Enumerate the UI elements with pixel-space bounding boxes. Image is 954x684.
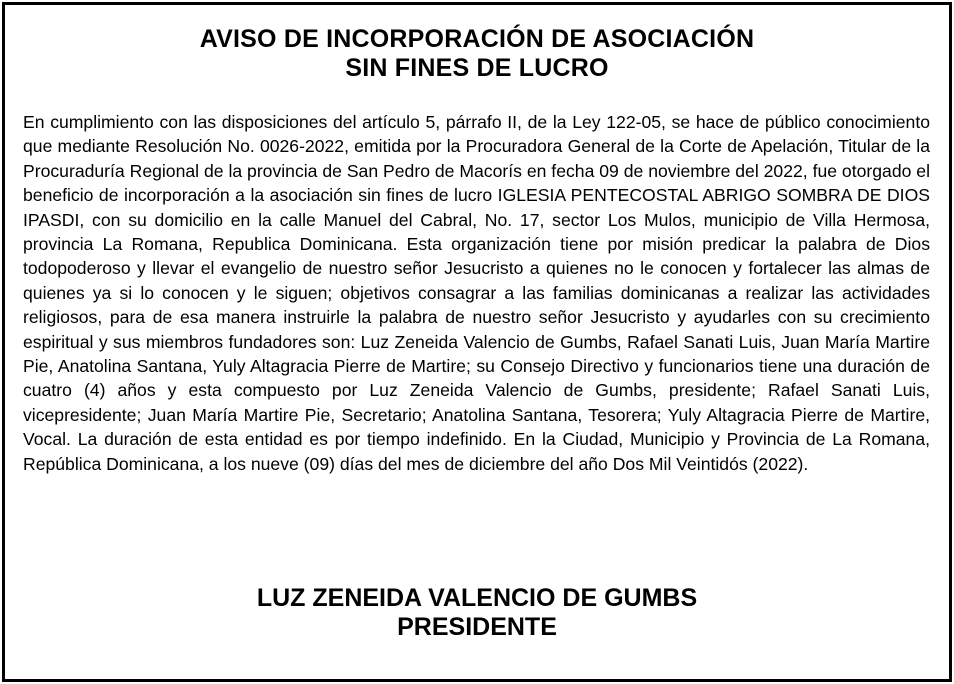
signature-name: LUZ ZENEIDA VALENCIO DE GUMBS xyxy=(256,584,698,612)
signature-role: PRESIDENTE xyxy=(397,613,557,641)
signature-block xyxy=(5,584,949,642)
notice-title-line-1: AVISO DE INCORPORACIÓN DE ASOCIACIÓN xyxy=(199,25,755,53)
notice-frame xyxy=(2,2,952,682)
notice-title xyxy=(5,25,949,83)
notice-body: En cumplimiento con las disposiciones del artículo 5, párrafo II, de la Ley 122-05, se hace de público conocimiento que mediante Resolución No. 0026-2022, emitida por la Procuradora General de la Corte de Apelación, Titular de la Procuraduría Regional de la provincia de San Pedro de Macorís en fecha 09 de noviembre del 2022, fue otorgado el beneficio de incorporación a la asociación sin fines de lucro IGLESIA PENTECOSTAL ABRIGO SOMBRA DE DIOS IPASDI, con su domicilio en la calle Manuel del Cabral, No. 17, sector Los Mulos, municipio de Villa Hermosa, provincia La Romana, Republica Dominicana. Esta organización tiene por misión predicar la palabra de Dios todopoderoso y llevar el evangelio de nuestro señor Jesucristo a quienes no le conocen y fortalecer las almas de quienes ya si lo conocen y le siguen; objetivos consagrar a las familias dominicanas a realizar las actividades religiosos, para de esa manera instruirle la palabra de nuestro señor Jesucristo y ayudarles con su crecimiento espiritual y sus miembros fundadores son: Luz Zeneida Valencio de Gumbs, Rafael Sanati Luis, Juan María Martire Pie, Anatolina Santana, Yuly Altagracia Pierre de Martire; su Consejo Directivo y funcionarios tiene una duración de cuatro (4) años y esta compuesto por Luz Zeneida Valencio de Gumbs, presidente; Rafael Sanati Luis, vicepresidente; Juan María Martire Pie, Secretario; Anatolina Santana, Tesorera; Yuly Altagracia Pierre de Martire, Vocal. La duración de esta entidad es por tiempo indefinido. En la Ciudad, Municipio y Provincia de La Romana, República Dominicana, a los nueve (09) días del mes de diciembre del año Dos Mil Veintidós (2022). xyxy=(23,112,930,474)
notice-title-line-2: SIN FINES DE LUCRO xyxy=(345,54,609,82)
